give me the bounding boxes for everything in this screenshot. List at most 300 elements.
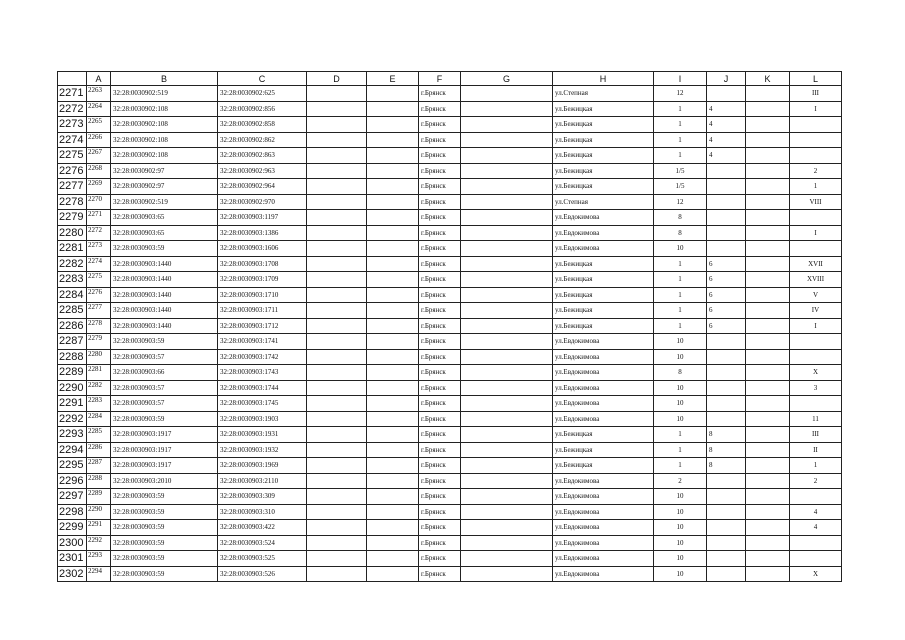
cell-a[interactable]: 2294 xyxy=(87,566,111,582)
row-number[interactable]: 2294 xyxy=(58,442,87,458)
cell-j[interactable] xyxy=(707,210,746,226)
column-header-h[interactable]: H xyxy=(553,72,654,86)
cell-c[interactable]: 32:28:0030903:1743 xyxy=(218,365,307,381)
cell-i[interactable]: 10 xyxy=(654,489,707,505)
cell-k[interactable] xyxy=(746,411,790,427)
cell-h[interactable]: ул.Бежицкая xyxy=(553,132,654,148)
cell-d[interactable] xyxy=(307,349,367,365)
cell-d[interactable] xyxy=(307,318,367,334)
cell-d[interactable] xyxy=(307,101,367,117)
cell-f[interactable]: г.Брянск xyxy=(419,427,461,443)
cell-i[interactable]: 10 xyxy=(654,334,707,350)
cell-i[interactable]: 8 xyxy=(654,210,707,226)
cell-b[interactable]: 32:28:0030902:108 xyxy=(111,117,218,133)
cell-k[interactable] xyxy=(746,458,790,474)
row-number[interactable]: 2297 xyxy=(58,489,87,505)
cell-e[interactable] xyxy=(367,396,419,412)
cell-j[interactable] xyxy=(707,489,746,505)
cell-i[interactable]: 10 xyxy=(654,349,707,365)
cell-g[interactable] xyxy=(461,179,553,195)
cell-g[interactable] xyxy=(461,225,553,241)
cell-f[interactable]: г.Брянск xyxy=(419,318,461,334)
cell-k[interactable] xyxy=(746,427,790,443)
cell-e[interactable] xyxy=(367,117,419,133)
cell-j[interactable] xyxy=(707,411,746,427)
cell-g[interactable] xyxy=(461,411,553,427)
cell-i[interactable]: 12 xyxy=(654,86,707,102)
cell-e[interactable] xyxy=(367,489,419,505)
cell-i[interactable]: 10 xyxy=(654,535,707,551)
cell-e[interactable] xyxy=(367,566,419,582)
cell-f[interactable]: г.Брянск xyxy=(419,148,461,164)
cell-k[interactable] xyxy=(746,473,790,489)
cell-g[interactable] xyxy=(461,566,553,582)
cell-d[interactable] xyxy=(307,334,367,350)
cell-h[interactable]: ул.Бежицкая xyxy=(553,442,654,458)
cell-c[interactable]: 32:28:0030903:1710 xyxy=(218,287,307,303)
cell-g[interactable] xyxy=(461,349,553,365)
cell-d[interactable] xyxy=(307,303,367,319)
cell-b[interactable]: 32:28:0030902:519 xyxy=(111,86,218,102)
column-header-b[interactable]: B xyxy=(111,72,218,86)
row-number[interactable]: 2302 xyxy=(58,566,87,582)
cell-g[interactable] xyxy=(461,520,553,536)
cell-a[interactable]: 2277 xyxy=(87,303,111,319)
cell-l[interactable]: 2 xyxy=(790,163,842,179)
cell-g[interactable] xyxy=(461,287,553,303)
cell-i[interactable]: 10 xyxy=(654,241,707,257)
cell-h[interactable]: ул.Евдокимова xyxy=(553,411,654,427)
cell-f[interactable]: г.Брянск xyxy=(419,132,461,148)
cell-f[interactable]: г.Брянск xyxy=(419,365,461,381)
cell-h[interactable]: ул.Бежицкая xyxy=(553,179,654,195)
cell-j[interactable] xyxy=(707,551,746,567)
cell-l[interactable]: I xyxy=(790,225,842,241)
cell-g[interactable] xyxy=(461,551,553,567)
cell-i[interactable]: 2 xyxy=(654,473,707,489)
cell-b[interactable]: 32:28:0030903:66 xyxy=(111,365,218,381)
cell-j[interactable] xyxy=(707,334,746,350)
cell-e[interactable] xyxy=(367,194,419,210)
cell-c[interactable]: 32:28:0030902:863 xyxy=(218,148,307,164)
cell-i[interactable]: 10 xyxy=(654,396,707,412)
cell-h[interactable]: ул.Евдокимова xyxy=(553,365,654,381)
cell-j[interactable]: 6 xyxy=(707,287,746,303)
column-header-f[interactable]: F xyxy=(419,72,461,86)
cell-i[interactable]: 1 xyxy=(654,458,707,474)
cell-b[interactable]: 32:28:0030903:65 xyxy=(111,210,218,226)
row-number[interactable]: 2287 xyxy=(58,334,87,350)
cell-f[interactable]: г.Брянск xyxy=(419,535,461,551)
cell-h[interactable]: ул.Бежицкая xyxy=(553,303,654,319)
cell-i[interactable]: 8 xyxy=(654,225,707,241)
cell-g[interactable] xyxy=(461,101,553,117)
cell-j[interactable] xyxy=(707,380,746,396)
cell-l[interactable] xyxy=(790,241,842,257)
cell-e[interactable] xyxy=(367,458,419,474)
cell-f[interactable]: г.Брянск xyxy=(419,241,461,257)
cell-e[interactable] xyxy=(367,241,419,257)
cell-h[interactable]: ул.Евдокимова xyxy=(553,535,654,551)
cell-b[interactable]: 32:28:0030903:1440 xyxy=(111,303,218,319)
cell-f[interactable]: г.Брянск xyxy=(419,101,461,117)
cell-c[interactable]: 32:28:0030903:2110 xyxy=(218,473,307,489)
cell-b[interactable]: 32:28:0030903:1440 xyxy=(111,287,218,303)
cell-k[interactable] xyxy=(746,349,790,365)
cell-b[interactable]: 32:28:0030903:57 xyxy=(111,349,218,365)
cell-k[interactable] xyxy=(746,163,790,179)
row-number[interactable]: 2300 xyxy=(58,535,87,551)
cell-g[interactable] xyxy=(461,458,553,474)
cell-j[interactable]: 4 xyxy=(707,117,746,133)
cell-b[interactable]: 32:28:0030903:59 xyxy=(111,535,218,551)
cell-d[interactable] xyxy=(307,163,367,179)
row-number[interactable]: 2291 xyxy=(58,396,87,412)
row-number[interactable]: 2286 xyxy=(58,318,87,334)
cell-g[interactable] xyxy=(461,194,553,210)
cell-h[interactable]: ул.Бежицкая xyxy=(553,101,654,117)
cell-b[interactable]: 32:28:0030903:59 xyxy=(111,520,218,536)
cell-k[interactable] xyxy=(746,442,790,458)
cell-h[interactable]: ул.Евдокимова xyxy=(553,334,654,350)
cell-k[interactable] xyxy=(746,225,790,241)
cell-f[interactable]: г.Брянск xyxy=(419,179,461,195)
cell-h[interactable]: ул.Бежицкая xyxy=(553,458,654,474)
row-number[interactable]: 2292 xyxy=(58,411,87,427)
cell-b[interactable]: 32:28:0030903:1917 xyxy=(111,427,218,443)
cell-d[interactable] xyxy=(307,210,367,226)
cell-d[interactable] xyxy=(307,396,367,412)
cell-j[interactable] xyxy=(707,86,746,102)
cell-j[interactable] xyxy=(707,349,746,365)
cell-c[interactable]: 32:28:0030903:1903 xyxy=(218,411,307,427)
cell-k[interactable] xyxy=(746,194,790,210)
cell-l[interactable]: IV xyxy=(790,303,842,319)
row-number[interactable]: 2274 xyxy=(58,132,87,148)
row-number[interactable]: 2279 xyxy=(58,210,87,226)
cell-f[interactable]: г.Брянск xyxy=(419,520,461,536)
cell-k[interactable] xyxy=(746,179,790,195)
cell-k[interactable] xyxy=(746,535,790,551)
cell-f[interactable]: г.Брянск xyxy=(419,396,461,412)
cell-g[interactable] xyxy=(461,489,553,505)
cell-a[interactable]: 2287 xyxy=(87,458,111,474)
cell-c[interactable]: 32:28:0030903:1709 xyxy=(218,272,307,288)
cell-l[interactable]: 4 xyxy=(790,504,842,520)
cell-h[interactable]: ул.Евдокимова xyxy=(553,473,654,489)
cell-b[interactable]: 32:28:0030902:108 xyxy=(111,101,218,117)
cell-f[interactable]: г.Брянск xyxy=(419,194,461,210)
cell-h[interactable]: ул.Бежицкая xyxy=(553,256,654,272)
cell-l[interactable] xyxy=(790,349,842,365)
cell-d[interactable] xyxy=(307,535,367,551)
cell-j[interactable]: 6 xyxy=(707,256,746,272)
cell-d[interactable] xyxy=(307,520,367,536)
cell-a[interactable]: 2266 xyxy=(87,132,111,148)
cell-i[interactable]: 1 xyxy=(654,427,707,443)
cell-i[interactable]: 10 xyxy=(654,551,707,567)
cell-a[interactable]: 2282 xyxy=(87,380,111,396)
cell-k[interactable] xyxy=(746,318,790,334)
cell-a[interactable]: 2280 xyxy=(87,349,111,365)
cell-d[interactable] xyxy=(307,225,367,241)
cell-e[interactable] xyxy=(367,473,419,489)
cell-a[interactable]: 2289 xyxy=(87,489,111,505)
cell-j[interactable]: 6 xyxy=(707,318,746,334)
cell-l[interactable] xyxy=(790,334,842,350)
cell-a[interactable]: 2283 xyxy=(87,396,111,412)
cell-h[interactable]: ул.Бежицкая xyxy=(553,287,654,303)
cell-k[interactable] xyxy=(746,132,790,148)
cell-i[interactable]: 1 xyxy=(654,272,707,288)
cell-g[interactable] xyxy=(461,365,553,381)
cell-a[interactable]: 2270 xyxy=(87,194,111,210)
cell-j[interactable] xyxy=(707,163,746,179)
cell-a[interactable]: 2268 xyxy=(87,163,111,179)
cell-i[interactable]: 1 xyxy=(654,148,707,164)
cell-b[interactable]: 32:28:0030903:1440 xyxy=(111,256,218,272)
cell-e[interactable] xyxy=(367,86,419,102)
cell-j[interactable] xyxy=(707,225,746,241)
cell-j[interactable]: 8 xyxy=(707,427,746,443)
cell-f[interactable]: г.Брянск xyxy=(419,225,461,241)
cell-b[interactable]: 32:28:0030903:57 xyxy=(111,396,218,412)
cell-e[interactable] xyxy=(367,442,419,458)
cell-g[interactable] xyxy=(461,318,553,334)
cell-k[interactable] xyxy=(746,117,790,133)
cell-f[interactable]: г.Брянск xyxy=(419,566,461,582)
cell-h[interactable]: ул.Евдокимова xyxy=(553,551,654,567)
cell-k[interactable] xyxy=(746,489,790,505)
cell-c[interactable]: 32:28:0030902:858 xyxy=(218,117,307,133)
cell-a[interactable]: 2288 xyxy=(87,473,111,489)
cell-f[interactable]: г.Брянск xyxy=(419,334,461,350)
cell-d[interactable] xyxy=(307,489,367,505)
cell-f[interactable]: г.Брянск xyxy=(419,473,461,489)
column-header-c[interactable]: C xyxy=(218,72,307,86)
cell-e[interactable] xyxy=(367,520,419,536)
cell-e[interactable] xyxy=(367,148,419,164)
cell-h[interactable]: ул.Евдокимова xyxy=(553,396,654,412)
cell-i[interactable]: 1 xyxy=(654,287,707,303)
cell-e[interactable] xyxy=(367,349,419,365)
cell-g[interactable] xyxy=(461,210,553,226)
cell-h[interactable]: ул.Бежицкая xyxy=(553,148,654,164)
cell-c[interactable]: 32:28:0030903:1745 xyxy=(218,396,307,412)
cell-j[interactable]: 8 xyxy=(707,442,746,458)
cell-b[interactable]: 32:28:0030903:65 xyxy=(111,225,218,241)
cell-i[interactable]: 1 xyxy=(654,256,707,272)
cell-h[interactable]: ул.Степная xyxy=(553,194,654,210)
cell-f[interactable]: г.Брянск xyxy=(419,256,461,272)
cell-l[interactable]: 1 xyxy=(790,179,842,195)
cell-i[interactable]: 1 xyxy=(654,101,707,117)
row-number[interactable]: 2278 xyxy=(58,194,87,210)
cell-a[interactable]: 2278 xyxy=(87,318,111,334)
row-number[interactable]: 2272 xyxy=(58,101,87,117)
cell-b[interactable]: 32:28:0030903:1917 xyxy=(111,442,218,458)
cell-d[interactable] xyxy=(307,287,367,303)
cell-h[interactable]: ул.Евдокимова xyxy=(553,225,654,241)
cell-e[interactable] xyxy=(367,551,419,567)
cell-h[interactable]: ул.Евдокимова xyxy=(553,489,654,505)
row-number[interactable]: 2276 xyxy=(58,163,87,179)
cell-i[interactable]: 1 xyxy=(654,117,707,133)
row-number[interactable]: 2298 xyxy=(58,504,87,520)
cell-k[interactable] xyxy=(746,86,790,102)
cell-b[interactable]: 32:28:0030903:59 xyxy=(111,551,218,567)
cell-l[interactable] xyxy=(790,132,842,148)
row-number[interactable]: 2281 xyxy=(58,241,87,257)
cell-f[interactable]: г.Брянск xyxy=(419,117,461,133)
cell-l[interactable] xyxy=(790,210,842,226)
cell-d[interactable] xyxy=(307,179,367,195)
cell-j[interactable]: 4 xyxy=(707,148,746,164)
row-number[interactable]: 2301 xyxy=(58,551,87,567)
cell-d[interactable] xyxy=(307,365,367,381)
cell-e[interactable] xyxy=(367,256,419,272)
cell-l[interactable]: III xyxy=(790,427,842,443)
cell-c[interactable]: 32:28:0030903:526 xyxy=(218,566,307,582)
cell-e[interactable] xyxy=(367,163,419,179)
cell-j[interactable] xyxy=(707,473,746,489)
cell-k[interactable] xyxy=(746,303,790,319)
cell-a[interactable]: 2269 xyxy=(87,179,111,195)
cell-a[interactable]: 2286 xyxy=(87,442,111,458)
cell-e[interactable] xyxy=(367,427,419,443)
cell-g[interactable] xyxy=(461,132,553,148)
cell-c[interactable]: 32:28:0030903:525 xyxy=(218,551,307,567)
cell-b[interactable]: 32:28:0030902:97 xyxy=(111,163,218,179)
row-number[interactable]: 2299 xyxy=(58,520,87,536)
cell-l[interactable]: 11 xyxy=(790,411,842,427)
column-header-j[interactable]: J xyxy=(707,72,746,86)
row-number[interactable]: 2275 xyxy=(58,148,87,164)
cell-h[interactable]: ул.Евдокимова xyxy=(553,241,654,257)
cell-e[interactable] xyxy=(367,411,419,427)
cell-d[interactable] xyxy=(307,504,367,520)
cell-c[interactable]: 32:28:0030902:970 xyxy=(218,194,307,210)
cell-d[interactable] xyxy=(307,551,367,567)
cell-c[interactable]: 32:28:0030902:862 xyxy=(218,132,307,148)
cell-f[interactable]: г.Брянск xyxy=(419,551,461,567)
cell-l[interactable] xyxy=(790,489,842,505)
cell-k[interactable] xyxy=(746,101,790,117)
cell-d[interactable] xyxy=(307,117,367,133)
cell-j[interactable] xyxy=(707,504,746,520)
row-number[interactable]: 2280 xyxy=(58,225,87,241)
cell-l[interactable]: V xyxy=(790,287,842,303)
cell-i[interactable]: 1/5 xyxy=(654,163,707,179)
cell-a[interactable]: 2264 xyxy=(87,101,111,117)
cell-d[interactable] xyxy=(307,272,367,288)
cell-d[interactable] xyxy=(307,458,367,474)
cell-k[interactable] xyxy=(746,148,790,164)
column-header-i[interactable]: I xyxy=(654,72,707,86)
cell-d[interactable] xyxy=(307,427,367,443)
cell-h[interactable]: ул.Евдокимова xyxy=(553,349,654,365)
cell-j[interactable] xyxy=(707,194,746,210)
cell-e[interactable] xyxy=(367,303,419,319)
cell-f[interactable]: г.Брянск xyxy=(419,163,461,179)
cell-c[interactable]: 32:28:0030903:1386 xyxy=(218,225,307,241)
cell-b[interactable]: 32:28:0030903:1917 xyxy=(111,458,218,474)
cell-a[interactable]: 2265 xyxy=(87,117,111,133)
cell-c[interactable]: 32:28:0030903:422 xyxy=(218,520,307,536)
cell-k[interactable] xyxy=(746,210,790,226)
cell-c[interactable]: 32:28:0030903:1742 xyxy=(218,349,307,365)
cell-h[interactable]: ул.Бежицкая xyxy=(553,427,654,443)
cell-j[interactable] xyxy=(707,566,746,582)
cell-h[interactable]: ул.Бежицкая xyxy=(553,318,654,334)
cell-j[interactable] xyxy=(707,179,746,195)
cell-l[interactable]: I xyxy=(790,101,842,117)
cell-h[interactable]: ул.Евдокимова xyxy=(553,566,654,582)
cell-l[interactable] xyxy=(790,117,842,133)
cell-j[interactable]: 6 xyxy=(707,303,746,319)
cell-a[interactable]: 2284 xyxy=(87,411,111,427)
cell-g[interactable] xyxy=(461,504,553,520)
cell-g[interactable] xyxy=(461,117,553,133)
cell-l[interactable]: VIII xyxy=(790,194,842,210)
cell-f[interactable]: г.Брянск xyxy=(419,411,461,427)
cell-l[interactable]: 2 xyxy=(790,473,842,489)
cell-c[interactable]: 32:28:0030903:1932 xyxy=(218,442,307,458)
cell-a[interactable]: 2291 xyxy=(87,520,111,536)
cell-c[interactable]: 32:28:0030903:309 xyxy=(218,489,307,505)
cell-a[interactable]: 2293 xyxy=(87,551,111,567)
cell-e[interactable] xyxy=(367,334,419,350)
cell-c[interactable]: 32:28:0030903:524 xyxy=(218,535,307,551)
cell-g[interactable] xyxy=(461,334,553,350)
cell-h[interactable]: ул.Бежицкая xyxy=(553,163,654,179)
row-number[interactable]: 2284 xyxy=(58,287,87,303)
cell-b[interactable]: 32:28:0030903:1440 xyxy=(111,272,218,288)
cell-l[interactable]: 3 xyxy=(790,380,842,396)
cell-i[interactable]: 10 xyxy=(654,380,707,396)
cell-g[interactable] xyxy=(461,473,553,489)
cell-g[interactable] xyxy=(461,442,553,458)
cell-e[interactable] xyxy=(367,225,419,241)
row-number[interactable]: 2283 xyxy=(58,272,87,288)
cell-e[interactable] xyxy=(367,272,419,288)
cell-e[interactable] xyxy=(367,535,419,551)
cell-a[interactable]: 2271 xyxy=(87,210,111,226)
cell-f[interactable]: г.Брянск xyxy=(419,380,461,396)
cell-l[interactable]: III xyxy=(790,86,842,102)
cell-c[interactable]: 32:28:0030903:1931 xyxy=(218,427,307,443)
cell-i[interactable]: 1 xyxy=(654,318,707,334)
cell-k[interactable] xyxy=(746,566,790,582)
cell-l[interactable]: XVIII xyxy=(790,272,842,288)
cell-e[interactable] xyxy=(367,504,419,520)
cell-b[interactable]: 32:28:0030903:59 xyxy=(111,334,218,350)
cell-d[interactable] xyxy=(307,442,367,458)
cell-h[interactable]: ул.Степная xyxy=(553,86,654,102)
cell-f[interactable]: г.Брянск xyxy=(419,442,461,458)
cell-b[interactable]: 32:28:0030902:108 xyxy=(111,132,218,148)
cell-h[interactable]: ул.Евдокимова xyxy=(553,210,654,226)
cell-h[interactable]: ул.Евдокимова xyxy=(553,504,654,520)
row-number[interactable]: 2290 xyxy=(58,380,87,396)
cell-l[interactable] xyxy=(790,535,842,551)
cell-k[interactable] xyxy=(746,272,790,288)
cell-f[interactable]: г.Брянск xyxy=(419,210,461,226)
cell-e[interactable] xyxy=(367,380,419,396)
cell-c[interactable]: 32:28:0030903:1197 xyxy=(218,210,307,226)
row-number[interactable]: 2293 xyxy=(58,427,87,443)
cell-g[interactable] xyxy=(461,148,553,164)
